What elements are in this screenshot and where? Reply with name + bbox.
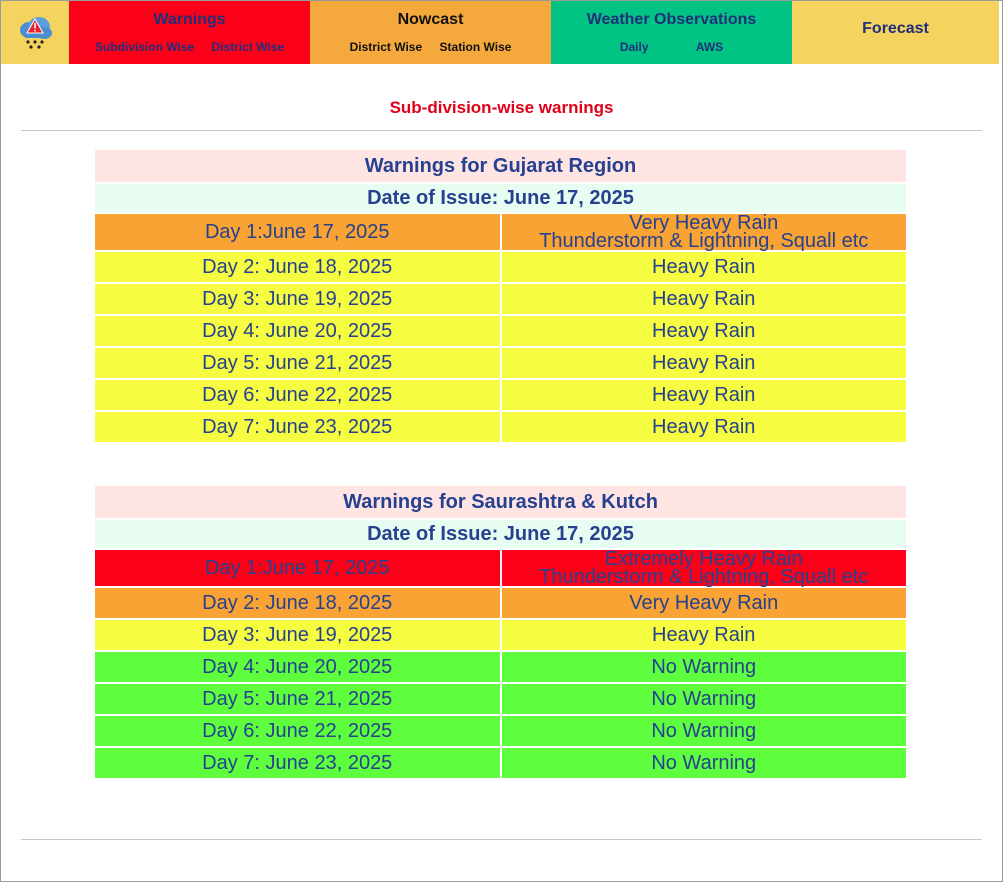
day-cell: Day 4: June 20, 2025 xyxy=(94,651,501,683)
table-title: Warnings for Gujarat Region xyxy=(94,149,907,183)
warnings-table-saurashtra-kutch xyxy=(93,484,908,780)
table-row xyxy=(94,651,907,683)
nav-weather-observations xyxy=(551,1,792,64)
day-cell: Day 1:June 17, 2025 xyxy=(94,213,501,251)
nav-link-daily[interactable]: Daily xyxy=(619,40,649,54)
warning-cell: Heavy Rain xyxy=(501,411,908,443)
issue-date-row xyxy=(94,519,907,549)
day-cell: Day 5: June 21, 2025 xyxy=(94,347,501,379)
issue-date: Date of Issue: June 17, 2025 xyxy=(94,183,907,213)
nav-observations-submenu xyxy=(551,40,792,54)
table-title-row xyxy=(94,149,907,183)
nav-forecast xyxy=(792,1,999,64)
table-row xyxy=(94,619,907,651)
table-title-row xyxy=(94,485,907,519)
logo[interactable] xyxy=(1,1,69,64)
nav-warnings xyxy=(69,1,310,64)
warning-cell: No Warning xyxy=(501,683,908,715)
table-row xyxy=(94,315,907,347)
nav-link-district-wise[interactable]: District Wise xyxy=(211,40,285,54)
warning-text: Extremely Heavy Rain xyxy=(604,548,803,570)
day-cell: Day 3: June 19, 2025 xyxy=(94,619,501,651)
nav-warnings-title[interactable]: Warnings xyxy=(153,11,226,28)
day-cell: Day 7: June 23, 2025 xyxy=(94,411,501,443)
day-cell: Day 7: June 23, 2025 xyxy=(94,747,501,779)
table-row xyxy=(94,347,907,379)
nav-forecast-title[interactable]: Forecast xyxy=(862,20,929,37)
nav-link-subdivision-wise[interactable]: Subdivision Wise xyxy=(94,40,195,54)
table-row xyxy=(94,747,907,779)
nav-nowcast-submenu xyxy=(310,40,551,54)
warning-text: Thunderstorm & Lightning, Squall etc xyxy=(539,230,869,252)
nav-weather-observations-title[interactable]: Weather Observations xyxy=(586,11,757,28)
table-row xyxy=(94,683,907,715)
table-row xyxy=(94,283,907,315)
day-cell: Day 4: June 20, 2025 xyxy=(94,315,501,347)
warning-cell: Heavy Rain xyxy=(501,379,908,411)
nav-link-aws[interactable]: AWS xyxy=(695,40,724,54)
divider xyxy=(21,130,982,131)
day-cell: Day 6: June 22, 2025 xyxy=(94,379,501,411)
warning-cell: Heavy Rain xyxy=(501,283,908,315)
day-cell: Day 2: June 18, 2025 xyxy=(94,587,501,619)
warning-cell xyxy=(501,213,908,251)
footer-divider xyxy=(21,839,982,840)
warnings-table-gujarat-region xyxy=(93,148,908,444)
issue-date: Date of Issue: June 17, 2025 xyxy=(94,519,907,549)
weather-alert-cloud-icon xyxy=(15,13,55,53)
table-row xyxy=(94,213,907,251)
warning-text: Very Heavy Rain xyxy=(629,212,779,234)
warning-cell: Heavy Rain xyxy=(501,619,908,651)
warning-cell: Very Heavy Rain xyxy=(501,587,908,619)
warning-cell: No Warning xyxy=(501,651,908,683)
day-cell: Day 5: June 21, 2025 xyxy=(94,683,501,715)
table-title: Warnings for Saurashtra & Kutch xyxy=(94,485,907,519)
table-row xyxy=(94,549,907,587)
table-row xyxy=(94,411,907,443)
table-row xyxy=(94,715,907,747)
issue-date-row xyxy=(94,183,907,213)
nav-link-nowcast-district-wise[interactable]: District Wise xyxy=(349,40,423,54)
warning-cell: Heavy Rain xyxy=(501,315,908,347)
nav-nowcast xyxy=(310,1,551,64)
warning-cell: Heavy Rain xyxy=(501,347,908,379)
warning-cell: No Warning xyxy=(501,715,908,747)
day-cell: Day 1:June 17, 2025 xyxy=(94,549,501,587)
table-row xyxy=(94,587,907,619)
day-cell: Day 2: June 18, 2025 xyxy=(94,251,501,283)
nav-nowcast-title[interactable]: Nowcast xyxy=(397,11,464,28)
day-cell: Day 6: June 22, 2025 xyxy=(94,715,501,747)
warning-cell: Heavy Rain xyxy=(501,251,908,283)
table-row xyxy=(94,379,907,411)
day-cell: Day 3: June 19, 2025 xyxy=(94,283,501,315)
warning-cell xyxy=(501,549,908,587)
nav-warnings-submenu xyxy=(69,40,310,54)
top-navigation-bar xyxy=(1,1,1002,64)
warning-cell: No Warning xyxy=(501,747,908,779)
nav-link-station-wise[interactable]: Station Wise xyxy=(439,40,512,54)
warning-text: Thunderstorm & Lightning, Squall etc xyxy=(539,566,869,588)
table-row xyxy=(94,251,907,283)
page-title: Sub-division-wise warnings xyxy=(389,98,614,117)
